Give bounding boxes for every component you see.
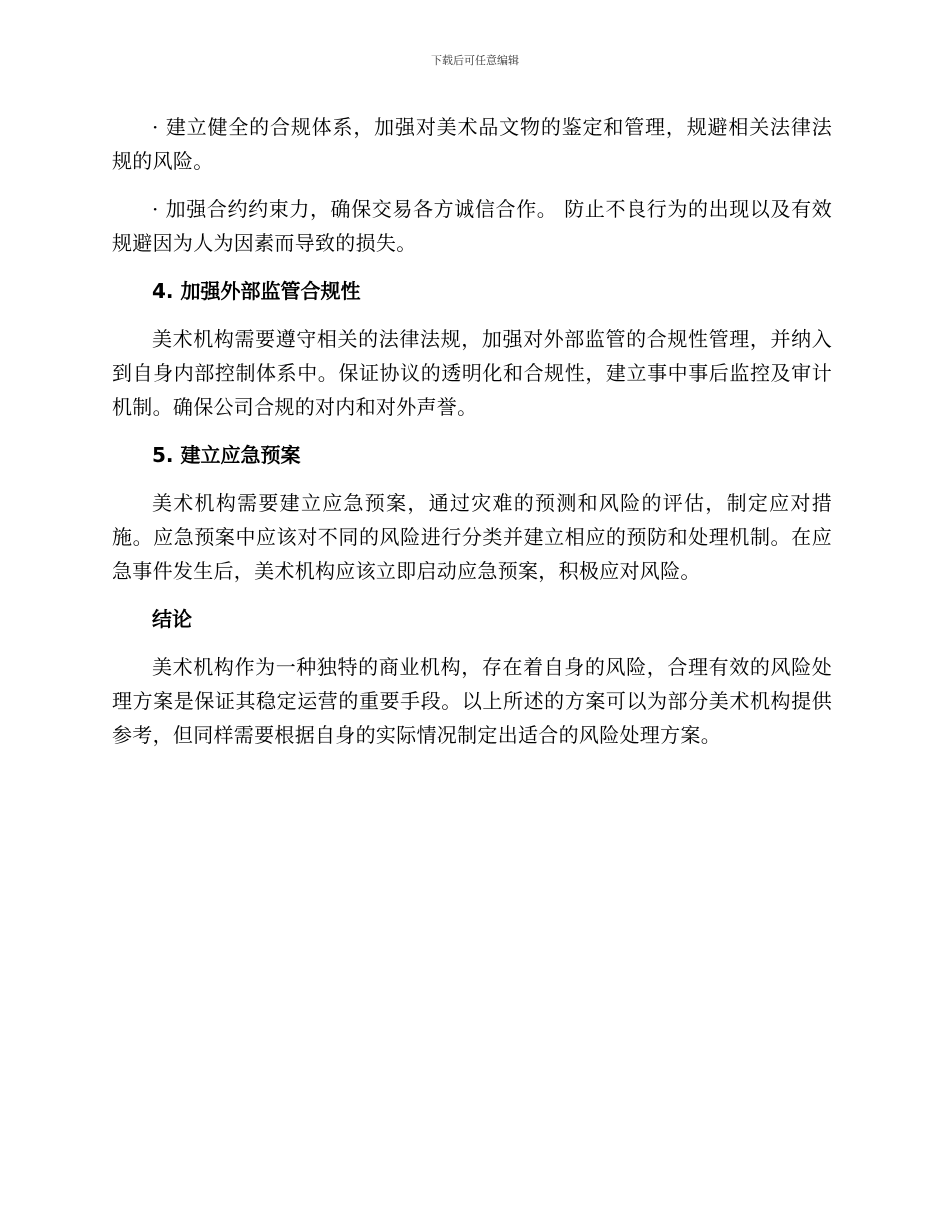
bullet-contract-constraint: · 加强合约约束力，确保交易各方诚信合作。 防止不良行为的出现以及有效规避因为人为因素而导致的损失。 (112, 197, 832, 255)
document-body (112, 110, 832, 766)
section-5-paragraph: 美术机构需要建立应急预案，通过灾难的预测和风险的评估，制定应对措施。应急预案中应该对不同的风险进行分类并建立相应的预防和处理机制。在应急事件发生后，美术机构应该立即启动应急预案，积极应对风险。 (112, 491, 832, 583)
page-header: 下载后可任意编辑 (431, 54, 519, 67)
conclusion-paragraph: 美术机构作为一种独特的商业机构，存在着自身的风险，合理有效的风险处理方案是保证其稳定运营的重要手段。以上所述的方案可以为部分美术机构提供参考，但同样需要根据自身的实际情况制定出适合的风险处理方案。 (112, 655, 832, 747)
section-4-heading: 4. 加强外部监管合规性 (152, 279, 361, 303)
section-4-paragraph: 美术机构需要遵守相关的法律法规，加强对外部监管的合规性管理，并纳入到自身内部控制体系中。保证协议的透明化和合规性，建立事中事后监控及审计机制。确保公司合规的对内和对外声誉。 (112, 327, 832, 419)
conclusion-heading: 结论 (152, 607, 192, 631)
bullet-compliance-system: · 建立健全的合规体系，加强对美术品文物的鉴定和管理，规避相关法律法规的风险。 (112, 115, 832, 173)
section-5-heading: 5. 建立应急预案 (152, 443, 301, 467)
